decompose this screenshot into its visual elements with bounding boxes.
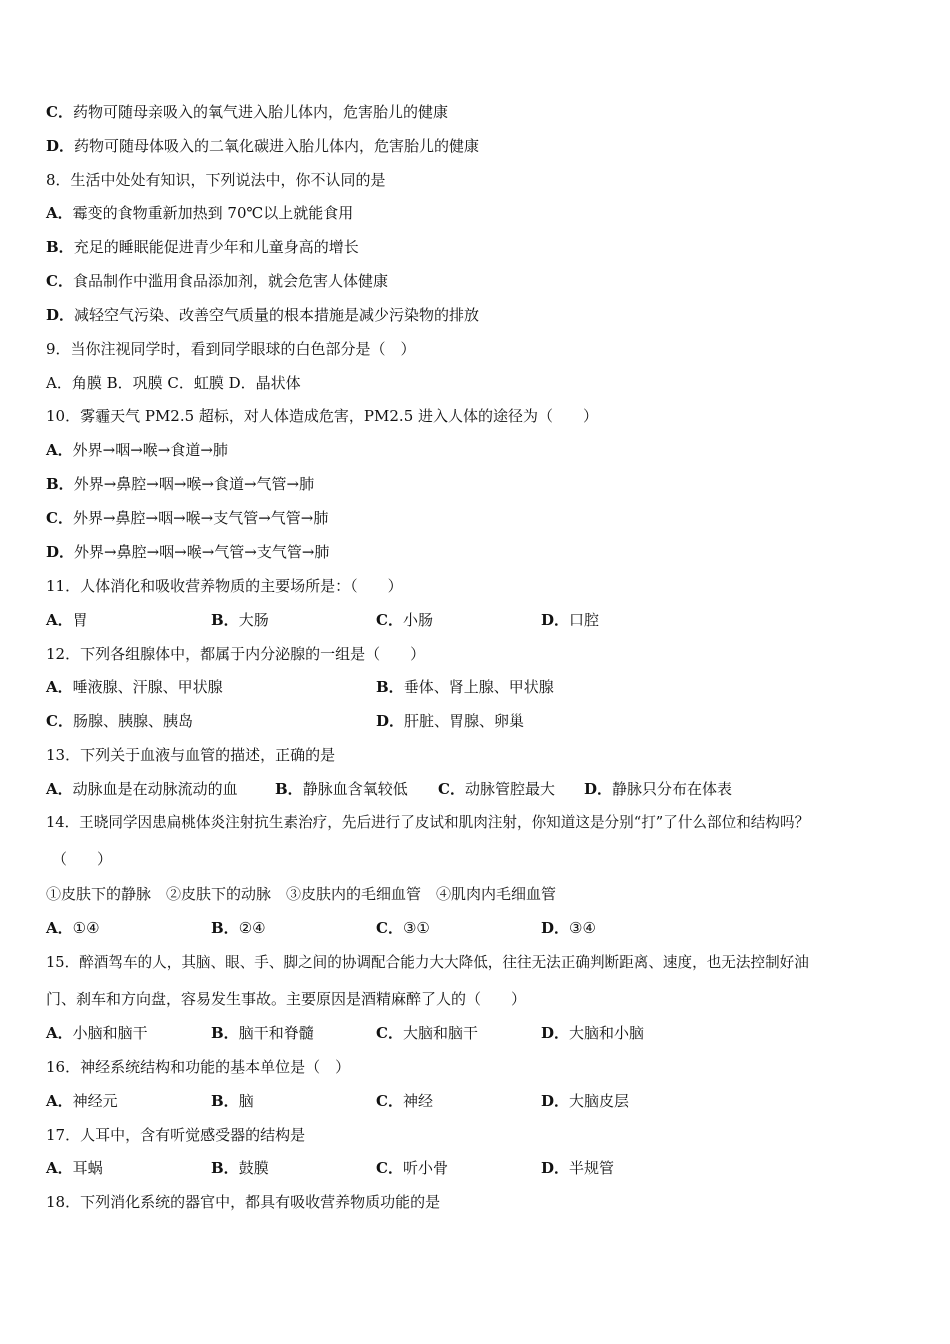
q14-option-c: C．③① <box>376 919 430 937</box>
q8-option-b: B．充足的睡眠能促进青少年和儿童身高的增长 <box>46 238 359 256</box>
question-16: 16．神经系统结构和功能的基本单位是（ ） <box>46 1058 351 1076</box>
q8-option-c: C．食品制作中滥用食品添加剂，就会危害人体健康 <box>46 272 388 290</box>
question-14: 14．王晓同学因患扁桃体炎注射抗生素治疗，先后进行了皮试和肌肉注射，你知道这是分别“打”了什么部位和结构吗？ <box>46 814 810 831</box>
q17-option-a: A．耳蜗 <box>46 1159 103 1177</box>
question-15-cont: 门、刹车和方向盘，容易发生事故。主要原因是酒精麻醉了人的（ ） <box>46 990 527 1008</box>
q16-option-c: C．神经 <box>376 1092 433 1110</box>
q15-option-b: B．脑干和脊髓 <box>211 1024 314 1042</box>
q16-option-d: D．大脑皮层 <box>541 1092 630 1110</box>
q12-option-b: B．垂体、肾上腺、甲状腺 <box>376 678 554 696</box>
q12-option-c: C．肠腺、胰腺、胰岛 <box>46 712 193 730</box>
q14-option-b: B．②④ <box>211 919 266 937</box>
q17-option-c: C．听小骨 <box>376 1159 448 1177</box>
q9-options: A．角膜 B．巩膜 C．虹膜 D．晶状体 <box>46 374 301 392</box>
q12-option-d: D．肝脏、胃腺、卵巢 <box>376 712 525 730</box>
question-11: 11．人体消化和吸收营养物质的主要场所是：（ ） <box>46 577 403 595</box>
q11-option-d: D．口腔 <box>541 611 600 629</box>
q17-option-b: B．鼓膜 <box>211 1159 269 1177</box>
q10-option-a: A．外界→咽→喉→食道→肺 <box>46 441 228 459</box>
question-12: 12．下列各组腺体中，都属于内分泌腺的一组是（ ） <box>46 645 426 663</box>
question-18: 18．下列消化系统的器官中，都具有吸收营养物质功能的是 <box>46 1193 441 1211</box>
q11-option-b: B．大肠 <box>211 611 269 629</box>
q16-option-b: B．脑 <box>211 1092 254 1110</box>
q14-items: ①皮肤下的静脉 ②皮肤下的动脉 ③皮肤内的毛细血管 ④肌肉内毛细血管 <box>46 885 557 903</box>
q8-option-a: A．霉变的食物重新加热到 70℃以上就能食用 <box>46 204 354 222</box>
q14-option-a: A．①④ <box>46 919 100 937</box>
q15-option-a: A．小脑和脑干 <box>46 1024 148 1042</box>
question-9: 9．当你注视同学时，看到同学眼球的白色部分是（ ） <box>46 340 416 358</box>
q10-option-c: C．外界→鼻腔→咽→喉→支气管→气管→肺 <box>46 509 329 527</box>
q14-option-d: D．③④ <box>541 919 596 937</box>
q13-option-b: B．静脉血含氧较低 <box>275 780 408 798</box>
q17-option-d: D．半规管 <box>541 1159 615 1177</box>
q12-option-a: A．唾液腺、汗腺、甲状腺 <box>46 678 223 696</box>
option-c: C．药物可随母亲吸入的氧气进入胎儿体内，危害胎儿的健康 <box>46 103 448 121</box>
q8-option-d: D．减轻空气污染、改善空气质量的根本措施是减少污染物的排放 <box>46 306 480 324</box>
q13-option-a: A．动脉血是在动脉流动的血 <box>46 780 238 798</box>
question-8: 8．生活中处处有知识，下列说法中，你不认同的是 <box>46 171 386 189</box>
q15-option-d: D．大脑和小脑 <box>541 1024 645 1042</box>
option-d: D．药物可随母体吸入的二氧化碳进入胎儿体内，危害胎儿的健康 <box>46 137 480 155</box>
q15-option-c: C．大脑和脑干 <box>376 1024 478 1042</box>
q13-option-d: D．静脉只分布在体表 <box>584 780 733 798</box>
q11-option-c: C．小肠 <box>376 611 433 629</box>
question-14-blank: （ ） <box>52 850 113 868</box>
question-13: 13．下列关于血液与血管的描述，正确的是 <box>46 746 336 764</box>
q10-option-b: B．外界→鼻腔→咽→喉→食道→气管→肺 <box>46 475 315 493</box>
question-10: 10．雾霾天气 PM2.5 超标，对人体造成危害，PM2.5 进入人体的途径为（ ） <box>46 407 599 425</box>
q16-option-a: A．神经元 <box>46 1092 118 1110</box>
question-17: 17．人耳中，含有听觉感受器的结构是 <box>46 1126 306 1144</box>
q11-option-a: A．胃 <box>46 611 88 629</box>
question-15: 15．醉酒驾车的人，其脑、眼、手、脚之间的协调配合能力大大降低，往往无法正确判断距离、速度，也无法控制好油 <box>46 954 809 971</box>
q13-option-c: C．动脉管腔最大 <box>438 780 555 798</box>
q10-option-d: D．外界→鼻腔→咽→喉→气管→支气管→肺 <box>46 543 330 561</box>
